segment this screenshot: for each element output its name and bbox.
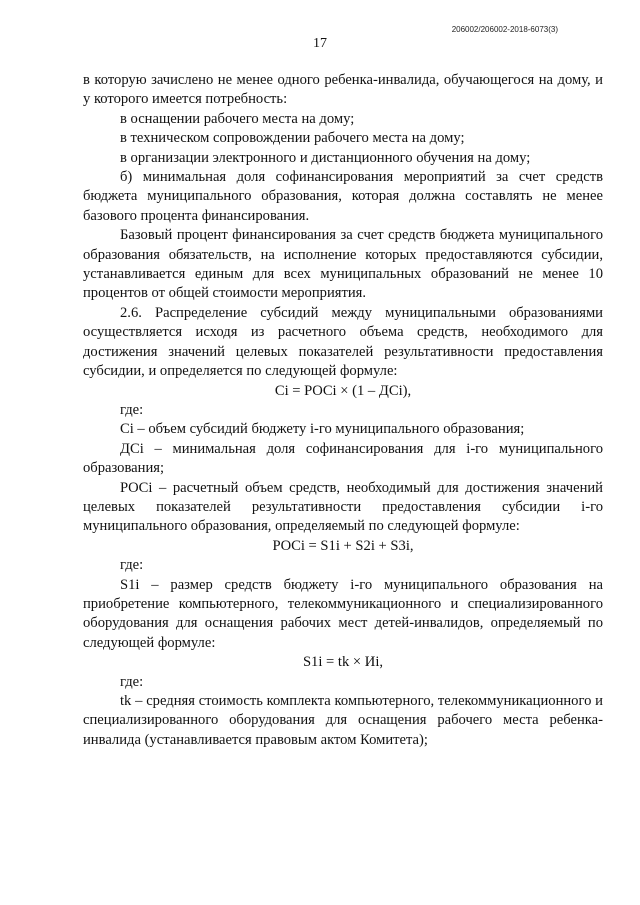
- definition-ci: Ci – объем субсидий бюджету i-го муниципального образования;: [120, 421, 525, 438]
- list-item-elearning: в организации электронного и дистанционного обучения на дому;: [120, 149, 531, 166]
- definition-s1i: S1i – размер средств бюджету i-го муниципального образования на приобретение компьютерного, телекоммуникационного и специализированного оборудования для оснащения рабочих мест детей-инвалидов, определяемый по следующей формуле:: [83, 576, 603, 651]
- paragraph-continuation: в которую зачислено не менее одного ребенка-инвалида, обучающегося на дому, и у которого имеется потребность:: [83, 72, 603, 108]
- where-label: где:: [120, 401, 144, 418]
- definition-dci: ДСi – минимальная доля софинансирования для i-го муниципального образования;: [83, 440, 603, 477]
- definition-poci: POCi – расчетный объем средств, необходимый для достижения значений целевых показателей результативности предоставления субсидии i-го муниципального образования, определяемый по следующей формуле:: [83, 479, 603, 535]
- document-id: 206002/206002-2018-6073(3): [451, 25, 558, 34]
- list-item-equipment: в оснащении рабочего места на дому;: [120, 110, 355, 127]
- formula-ci: Ci = POCi × (1 – ДCi),: [274, 382, 412, 399]
- page-number: 17: [313, 36, 327, 51]
- paragraph-base-percent: Базовый процент финансирования за счет средств бюджета муниципального образования обязательств, на исполнение которых предоставляются субсидии, устанавливается единым для всех муниципальных образований не менее 10 процентов от общей стоимости мероприятия.: [83, 227, 603, 302]
- paragraph-b: б) минимальная доля софинансирования мероприятий за счет средств бюджета муниципального образования, которая должна составлять не менее базового процента финансирования.: [83, 169, 603, 224]
- where-label: где:: [120, 557, 144, 574]
- paragraph-2-6: 2.6. Распределение субсидий между муниципальными образованиями осуществляется исходя из расчетного объема средств, необходимого для достижения значений целевых показателей результативности предоставления субсидии, и определяется по следующей формуле:: [83, 304, 603, 380]
- formula-s1i: S1i = tk × Иi,: [302, 654, 384, 671]
- document-body: [83, 71, 603, 750]
- definition-tk: tk – средняя стоимость комплекта компьютерного, телекоммуникационного и специализированного оборудования для оснащения рабочего места ребенка-инвалида (устанавливается правовым актом Комитета);: [83, 693, 603, 748]
- formula-poci: POCi = S1i + S2i + S3i,: [272, 537, 414, 554]
- list-item-support: в техническом сопровождении рабочего места на дому;: [120, 130, 465, 147]
- where-label: где:: [120, 673, 144, 690]
